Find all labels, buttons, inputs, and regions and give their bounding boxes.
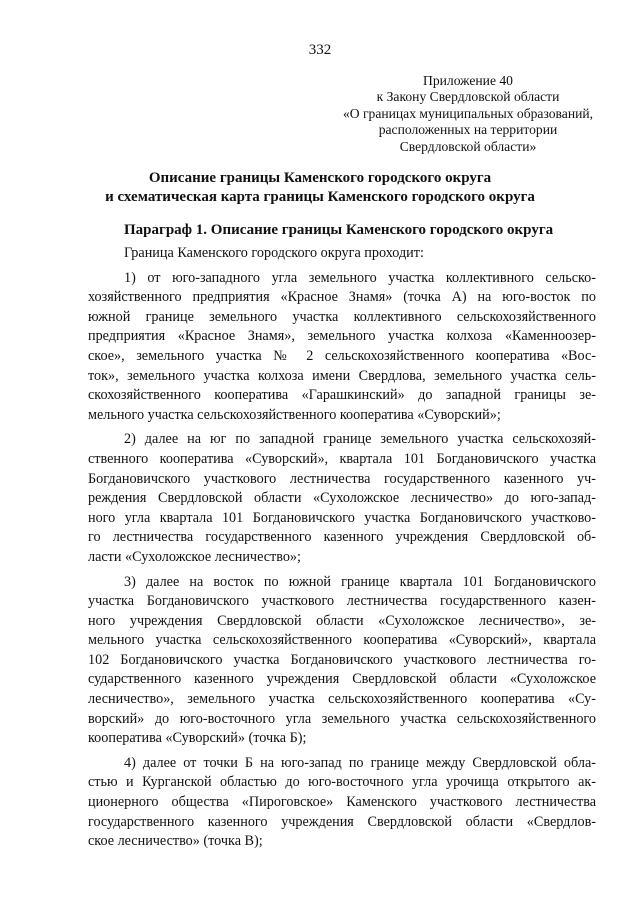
- page-number: 332: [308, 42, 332, 58]
- appendix-note: [330, 73, 606, 155]
- paragraph-line: мельного участка сельскохозяйственного кооператива «Суворский», квартала: [88, 632, 596, 649]
- paragraph-line: государственного казенного учреждения Свердловской области «Свердлов-: [88, 813, 596, 830]
- paragraph-line: 102 Богдановичского участка Богдановичского участкового лестничества го-: [88, 651, 596, 668]
- document-title: [60, 169, 580, 207]
- title-line: Описание границы Каменского городского округа: [148, 170, 492, 186]
- paragraph-line: 1) от юго-западного угла земельного участка коллективного сельско-: [124, 269, 596, 286]
- paragraph-line: ласти «Сухоложское лесничество»;: [88, 548, 301, 565]
- paragraph-line: хозяйственного предприятия «Красное Знамя» (точка А) на юго-восток по: [88, 289, 596, 306]
- paragraph-heading: Параграф 1. Описание границы Каменского городского округа: [124, 222, 554, 238]
- appendix-line: к Закону Свердловской области: [376, 89, 560, 105]
- document-body: [88, 244, 596, 857]
- paragraph-line: ственного кооператива «Суворский», квартала 101 Богдановичского участка: [88, 450, 596, 467]
- boundary-item-1: [88, 269, 596, 426]
- paragraph-line: участка Богдановичского участкового лестничества государственного казен-: [88, 593, 596, 610]
- appendix-line: Приложение 40: [423, 73, 513, 88]
- boundary-item-3: [88, 573, 596, 749]
- appendix-line: расположенных на территории: [378, 122, 558, 138]
- paragraph-line: ного угла квартала 101 Богдановичского участка Богдановичского участково-: [88, 509, 596, 526]
- title-line: и схематическая карта границы Каменского городского округа: [105, 189, 535, 205]
- paragraph-line: Граница Каменского городского округа проходит:: [124, 245, 424, 261]
- paragraph-line: ское лесничество» (точка В);: [88, 833, 263, 850]
- paragraph-line: стью и Курганской областью до юго-восточного угла урочища открытого ак-: [88, 774, 596, 791]
- intro-paragraph: [88, 244, 596, 264]
- paragraph-line: мельного участка сельскохозяйственного кооператива «Суворский»;: [88, 406, 501, 423]
- paragraph-line: реждения Свердловской области «Сухоложское лесничество» до юго-запад-: [88, 490, 596, 507]
- paragraph-line: лесничество», земельного участка сельскохозяйственного кооператива «Су-: [88, 691, 596, 708]
- paragraph-line: ток», земельного участка колхоза имени Свердлова, земельного участка сель-: [88, 367, 596, 384]
- boundary-item-4: [88, 754, 596, 852]
- paragraph-line: Богдановичского участкового лестничества государственного казенного уч-: [88, 470, 596, 487]
- paragraph-line: 3) далее на восток по южной границе квартала 101 Богдановичского: [124, 573, 596, 590]
- boundary-items: [88, 269, 596, 852]
- paragraph-line: ское», земельного участка № 2 сельскохозяйственного кооператива «Вос-: [88, 347, 596, 364]
- paragraph-line: ворский» до юго-восточного угла земельного участка сельскохозяйственного: [88, 710, 596, 727]
- appendix-line: «О границах муниципальных образований,: [342, 105, 594, 121]
- paragraph-line: скохозяйственного кооператива «Гарашкинский» до западной границы зе-: [88, 387, 596, 404]
- paragraph-line: ного учреждения Свердловской области «Сухоложское лесничество», зе-: [88, 612, 596, 629]
- paragraph-line: ционерного общества «Пироговское» Каменского участкового лестничества: [88, 794, 596, 811]
- paragraph-line: сударственного казенного учреждения Свердловской области «Сухоложское: [88, 671, 596, 688]
- paragraph-line: предприятия «Красное Знамя», земельного участка колхоза «Каменноозер-: [88, 328, 596, 345]
- paragraph-line: 2) далее на юг по западной границе земельного участка сельскохозяй-: [124, 431, 596, 448]
- paragraph-line: кооператива «Суворский» (точка Б);: [88, 730, 307, 747]
- boundary-item-2: [88, 430, 596, 567]
- paragraph-line: 4) далее от точки Б на юго-запад по границе между Свердловской обла-: [124, 754, 596, 771]
- paragraph-line: южной границе земельного участка коллективного сельскохозяйственного: [88, 308, 596, 325]
- appendix-line: Свердловской области»: [399, 138, 537, 154]
- paragraph-line: го лестничества государственного казенного учреждения Свердловской об-: [88, 529, 596, 546]
